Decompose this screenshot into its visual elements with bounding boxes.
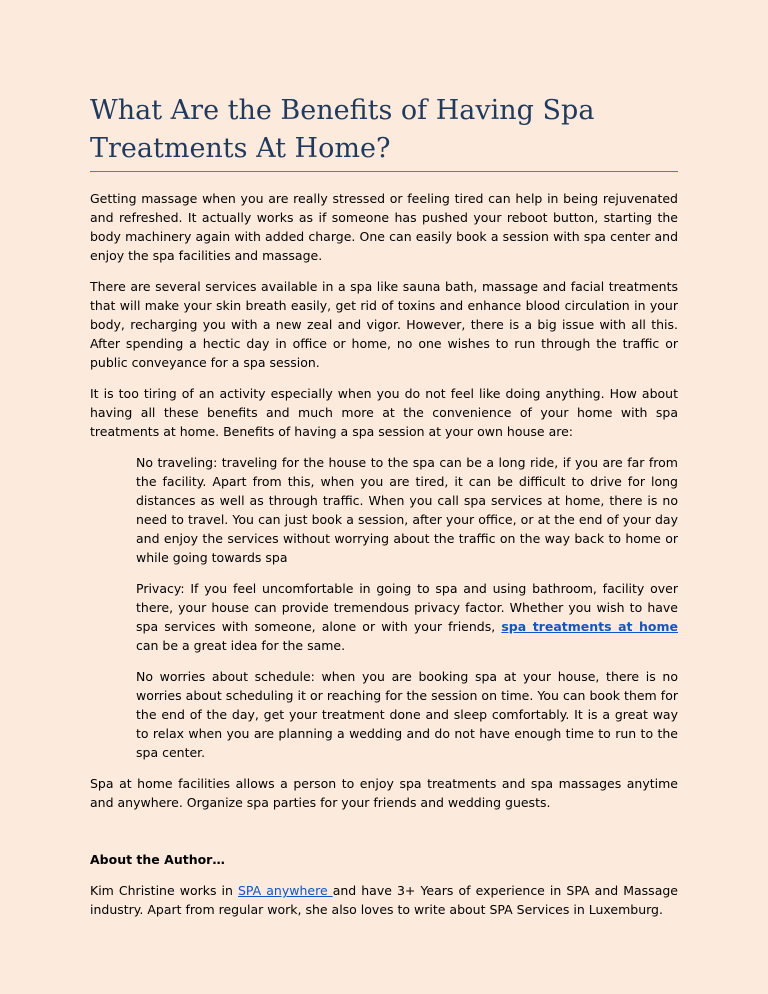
- spa-treatments-at-home-link[interactable]: spa treatments at home: [501, 619, 679, 634]
- benefit-privacy: [136, 579, 678, 655]
- article-body: [90, 189, 678, 931]
- benefit-privacy-text: Privacy: If you feel uncomfortable in going to spa and using bathroom, facility over there, your house can provide tremendous privacy factor. Whether you wish to have spa services with someone, alone or with your friends,: [136, 581, 678, 634]
- spa-anywhere-link[interactable]: SPA anywhere: [237, 883, 333, 898]
- benefit-no-worries-schedule: No worries about schedule: when you are booking spa at your house, there is no worries about scheduling it or reaching for the session on time. You can book them for the end of the day, get your treatment done and sleep comfortably. It is a great way to relax when you are planning a wedding and do not have enough time to run to the spa center.: [136, 669, 678, 760]
- author-bio-text-end: and have 3+ Years of experience in SPA and Massage industry. Apart from regular work, she also loves to write about SPA Services in Luxemburg.: [90, 883, 678, 917]
- conclusion-paragraph: Spa at home facilities allows a person to enjoy spa treatments and spa massages anytime and anywhere. Organize spa parties for your friends and wedding guests.: [90, 776, 678, 810]
- benefit-privacy-text-end: can be a great idea for the same.: [136, 638, 346, 653]
- page-title: What Are the Benefits of Having Spa Treatments At Home?: [90, 95, 595, 164]
- author-bio: [90, 881, 678, 919]
- about-author-heading: About the Author…: [90, 852, 225, 867]
- intro-paragraph: Getting massage when you are really stressed or feeling tired can help in being rejuvenated and refreshed. It actually works as if someone has pushed your reboot button, starting the body machinery again with added charge. One can easily book a session with spa center and enjoy the spa facilities and massage.: [90, 191, 678, 263]
- author-bio-text: Kim Christine works in: [90, 883, 238, 898]
- benefits-intro-paragraph: It is too tiring of an activity especially when you do not feel like doing anything. How about having all these benefits and much more at the convenience of your home with spa treatments at home. Benefits of having a spa session at your own house are:: [90, 386, 678, 439]
- benefit-no-traveling: No traveling: traveling for the house to the spa can be a long ride, if you are far from the facility. Apart from this, when you are tired, it can be difficult to drive for long distances as well as through traffic. When you call spa services at home, there is no need to travel. You can just book a session, after your office, or at the end of your day and enjoy the services without worrying about the traffic on the way back to home or while going towards spa: [136, 455, 678, 565]
- services-paragraph: There are several services available in a spa like sauna bath, massage and facial treatments that will make your skin breath easily, get rid of toxins and enhance blood circulation in your body, recharging you with a new zeal and vigor. However, there is a big issue with all this. After spending a hectic day in office or home, no one wishes to run through the traffic or public conveyance for a spa session.: [90, 279, 678, 370]
- title-underline: [90, 171, 678, 172]
